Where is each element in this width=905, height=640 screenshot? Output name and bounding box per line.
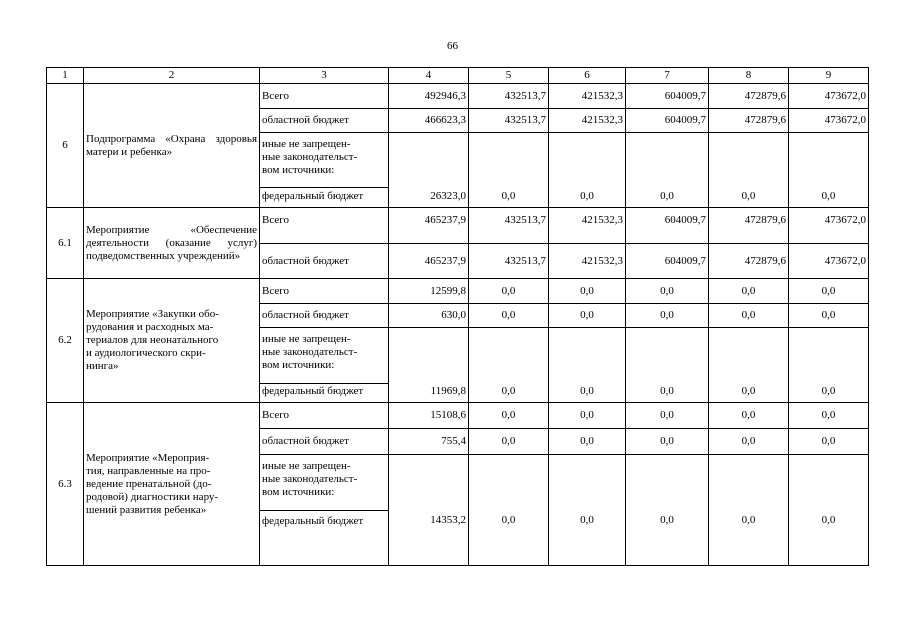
- name-line: родовой) диагностики нару-: [86, 490, 219, 503]
- value-cell: 0,0: [469, 455, 549, 566]
- value-cell: 0,0: [626, 455, 709, 566]
- value-cell: 630,0: [389, 304, 469, 328]
- value-cell: 421532,3: [549, 244, 626, 279]
- source-line: вом источники:: [262, 164, 335, 176]
- table-row: [47, 84, 869, 109]
- name-line: тия, направленные на про-: [86, 464, 211, 477]
- value-cell: 0,0: [549, 328, 626, 403]
- row-number: 6.3: [47, 403, 84, 566]
- value-cell: 0,0: [709, 304, 789, 328]
- value-cell: 0,0: [709, 279, 789, 304]
- value-cell: 432513,7: [469, 208, 549, 244]
- funding-source: [260, 133, 389, 188]
- table-row: [47, 208, 869, 244]
- funding-source: [260, 328, 389, 384]
- value-cell: 0,0: [549, 429, 626, 455]
- value-cell: 15108,6: [389, 403, 469, 429]
- funding-source: Всего: [260, 84, 389, 109]
- budget-table: [46, 67, 869, 566]
- value-cell: 472879,6: [709, 84, 789, 109]
- value-cell: 432513,7: [469, 109, 549, 133]
- value-cell: 421532,3: [549, 84, 626, 109]
- value-cell: 0,0: [469, 279, 549, 304]
- value-cell: 465237,9: [389, 244, 469, 279]
- value-cell: 604009,7: [626, 208, 709, 244]
- column-header: 4: [389, 68, 469, 84]
- column-header: 5: [469, 68, 549, 84]
- row-number: 6: [47, 84, 84, 208]
- page-number: 66: [447, 40, 458, 52]
- column-header: 7: [626, 68, 709, 84]
- table-row: [47, 279, 869, 304]
- column-header: 6: [549, 68, 626, 84]
- value-cell: 473672,0: [789, 208, 869, 244]
- funding-source: областной бюджет: [260, 109, 389, 133]
- column-header: 3: [260, 68, 389, 84]
- funding-source: [260, 455, 389, 511]
- value-cell: 0,0: [789, 429, 869, 455]
- value-cell: 0,0: [709, 133, 789, 208]
- value-cell: 0,0: [469, 429, 549, 455]
- column-header-row: [47, 68, 869, 84]
- value-cell: 0,0: [626, 279, 709, 304]
- value-cell: 421532,3: [549, 109, 626, 133]
- funding-source: областной бюджет: [260, 429, 389, 455]
- value-cell: 472879,6: [709, 244, 789, 279]
- funding-subsource: федеральный бюджет: [260, 384, 389, 403]
- value-cell: 0,0: [626, 403, 709, 429]
- funding-source: Всего: [260, 279, 389, 304]
- value-cell: 604009,7: [626, 109, 709, 133]
- value-cell: 0,0: [709, 455, 789, 566]
- value-cell: 466623,3: [389, 109, 469, 133]
- table-row: [47, 403, 869, 429]
- value-cell: 0,0: [789, 279, 869, 304]
- row-number: 6.2: [47, 279, 84, 403]
- source-line: иные не запрещен-: [262, 138, 351, 150]
- value-cell: 0,0: [549, 304, 626, 328]
- program-name: Подпрограмма «Охрана здоровья матери и ребенка»: [84, 84, 260, 208]
- row-number: 6.1: [47, 208, 84, 279]
- name-line: ведение пренатальной (до-: [86, 477, 212, 490]
- funding-source: Всего: [260, 403, 389, 429]
- value-cell: 432513,7: [469, 244, 549, 279]
- value-cell: 0,0: [469, 403, 549, 429]
- value-cell: 432513,7: [469, 84, 549, 109]
- value-cell: 0,0: [549, 403, 626, 429]
- value-cell: 465237,9: [389, 208, 469, 244]
- value-cell: 0,0: [469, 328, 549, 403]
- name-line: рудования и расходных ма-: [86, 321, 214, 333]
- source-line: иные не запрещен-: [262, 460, 351, 472]
- value-cell: 14353,2: [389, 455, 469, 566]
- column-header: 1: [47, 68, 84, 84]
- column-header: 8: [709, 68, 789, 84]
- value-cell: 0,0: [789, 133, 869, 208]
- program-name: [84, 279, 260, 403]
- column-header: 2: [84, 68, 260, 84]
- value-cell: 0,0: [549, 279, 626, 304]
- value-cell: 0,0: [789, 328, 869, 403]
- value-cell: 492946,3: [389, 84, 469, 109]
- value-cell: 0,0: [789, 403, 869, 429]
- value-cell: 473672,0: [789, 84, 869, 109]
- source-line: иные не запрещен-: [262, 333, 351, 345]
- name-line: териалов для неонатального: [86, 334, 219, 346]
- value-cell: 0,0: [549, 133, 626, 208]
- name-line: Мероприятие «Закупки обо-: [86, 308, 219, 320]
- value-cell: 0,0: [626, 328, 709, 403]
- value-cell: 472879,6: [709, 208, 789, 244]
- value-cell: 0,0: [789, 304, 869, 328]
- funding-source: Всего: [260, 208, 389, 244]
- value-cell: 421532,3: [549, 208, 626, 244]
- source-line: ные законодательст-: [262, 473, 358, 485]
- value-cell: 473672,0: [789, 244, 869, 279]
- source-line: вом источники:: [262, 359, 335, 371]
- funding-source: областной бюджет: [260, 244, 389, 279]
- value-cell: 12599,8: [389, 279, 469, 304]
- funding-source: областной бюджет: [260, 304, 389, 328]
- funding-subsource: федеральный бюджет: [260, 511, 389, 566]
- program-name: Мероприятие «Обеспечение деятельности (оказание услуг) подведомственных учреждений»: [84, 208, 260, 279]
- value-cell: 473672,0: [789, 109, 869, 133]
- name-line: нинга»: [86, 360, 119, 372]
- value-cell: 0,0: [626, 304, 709, 328]
- column-header: 9: [789, 68, 869, 84]
- name-line: и аудиологического скри-: [86, 347, 206, 359]
- source-line: вом источники:: [262, 486, 335, 498]
- value-cell: 0,0: [626, 429, 709, 455]
- value-cell: 0,0: [709, 429, 789, 455]
- value-cell: 0,0: [709, 328, 789, 403]
- value-cell: 11969,8: [389, 328, 469, 403]
- source-line: ные законодательст-: [262, 151, 358, 163]
- value-cell: 0,0: [709, 403, 789, 429]
- program-name: [84, 403, 260, 566]
- name-line: шений развития ребенка»: [86, 503, 207, 516]
- value-cell: 0,0: [626, 133, 709, 208]
- value-cell: 755,4: [389, 429, 469, 455]
- value-cell: 26323,0: [389, 133, 469, 208]
- value-cell: 472879,6: [709, 109, 789, 133]
- value-cell: 604009,7: [626, 244, 709, 279]
- value-cell: 0,0: [549, 455, 626, 566]
- source-line: ные законодательст-: [262, 346, 358, 358]
- name-line: Мероприятие «Мероприя-: [86, 451, 210, 464]
- table-body: [47, 68, 869, 566]
- value-cell: 0,0: [469, 304, 549, 328]
- value-cell: 604009,7: [626, 84, 709, 109]
- value-cell: 0,0: [789, 455, 869, 566]
- value-cell: 0,0: [469, 133, 549, 208]
- funding-subsource: федеральный бюджет: [260, 188, 389, 208]
